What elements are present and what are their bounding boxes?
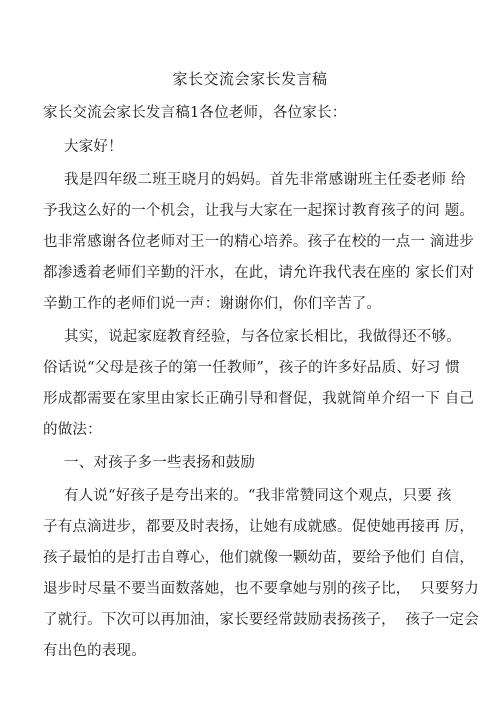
paragraph-line: 辛勤工作的老师们说一声：谢谢你们，你们辛苦了。 (43, 296, 382, 312)
paragraph-line: 的做法： (43, 422, 102, 438)
salutation-line: 家长交流会家长发言稿1各位老师，各位家长： (43, 105, 347, 121)
paragraph-line: 退步时尽量不要当面数落她，也不要拿她与别的孩子比， 只要努力 (43, 581, 479, 597)
paragraph-line: 予我这么好的一个机会，让我与大家在一起探讨教育孩子的问 题。 (43, 203, 475, 219)
paragraph-line: 其实，说起家庭教育经验，与各位家长相比，我做得还不够。 (64, 329, 461, 345)
paragraph-line: 了就行。下次可以再加油，家长要经常鼓励表扬孩子， 孩子一定会 (43, 612, 479, 628)
greeting-line: 大家好！ (64, 139, 123, 155)
paragraph-line: 也非常感谢各位老师对王一的精心培养。孩子在校的一点一 滴进步 (43, 234, 475, 250)
paragraph-line: 俗话说“父母是孩子的第一任教师”，孩子的许多好品质、好习 惯 (43, 360, 460, 376)
paragraph-line: 都渗透着老师们辛勤的汗水，在此，请允许我代表在座的 家长们对 (43, 265, 475, 281)
paragraph-line: 形成都需要在家里由家长正确引导和督促，我就简单介绍一下 自己 (43, 391, 475, 407)
paragraph-line: 子有点滴进步，都要及时表扬，让她有成就感。促使她再接再 厉， (43, 519, 475, 535)
section-heading: 一、对孩子多一些表扬和鼓励 (64, 455, 256, 471)
paragraph-line: 孩子最怕的是打击自尊心，他们就像一颗幼苗，要给予他们 自信， (43, 550, 475, 566)
paragraph-line: 有人说“好孩子是夸出来的。“我非常赞同这个观点，只要 孩 (64, 488, 452, 504)
paragraph-line: 我是四年级二班王晓月的妈妈。首先非常感谢班主任委老师 给 (64, 172, 466, 188)
paragraph-line: 有出色的表现。 (43, 643, 146, 659)
document-title: 家长交流会家长发言稿 (172, 70, 328, 88)
